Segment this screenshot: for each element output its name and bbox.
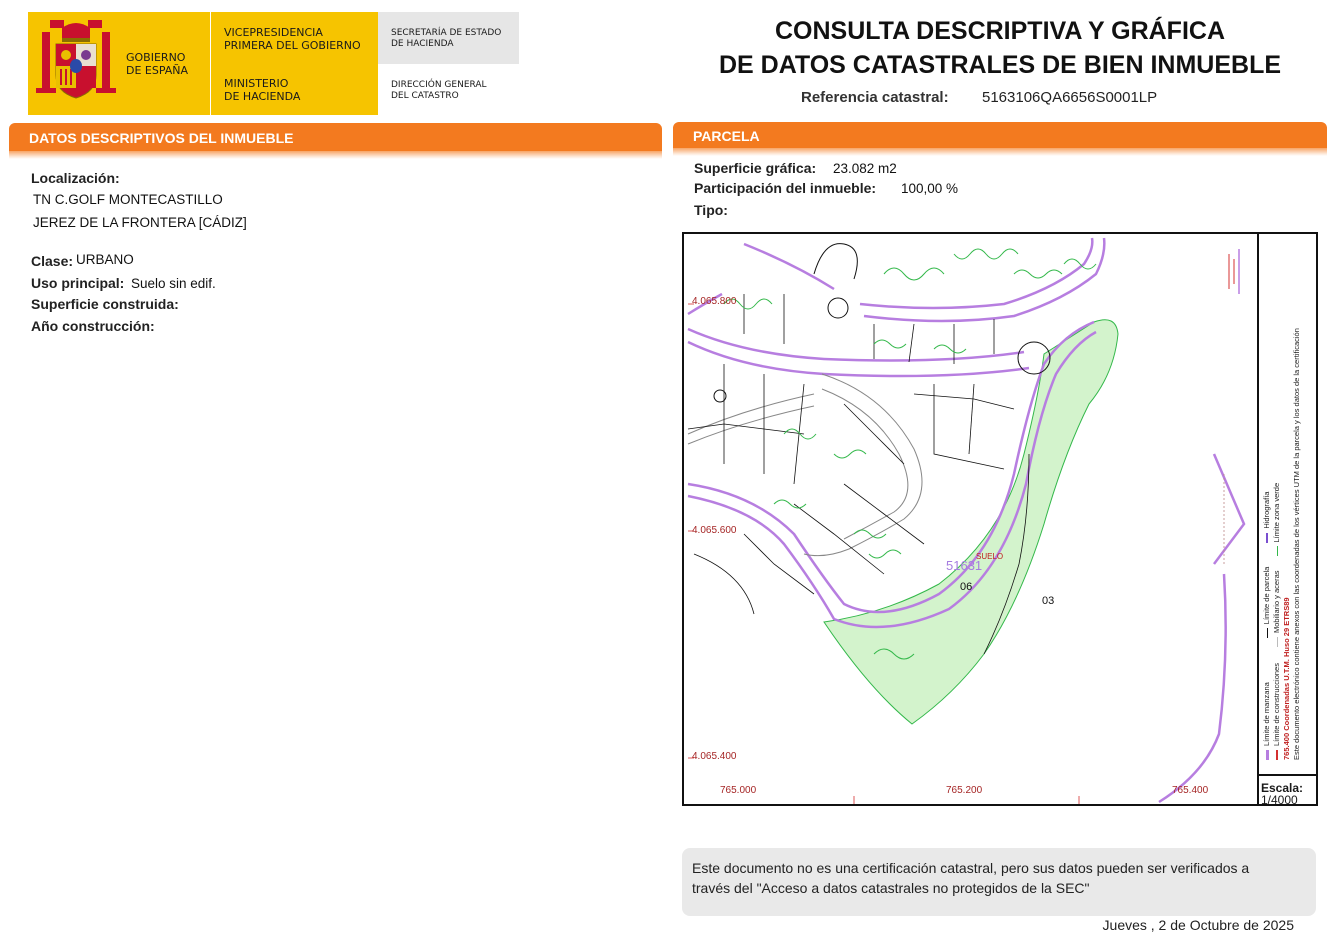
dir-line2: DEL CATASTRO xyxy=(391,91,459,101)
clase-label: Clase: xyxy=(31,253,74,269)
neighbor-number-label: 03 xyxy=(1042,595,1055,607)
map-drawing xyxy=(684,234,1316,804)
secretariat-name xyxy=(391,28,501,50)
clase-value: URBANO xyxy=(76,252,134,267)
scale-label: Escala: xyxy=(1261,781,1304,795)
legend-coords-row xyxy=(1282,240,1292,760)
page-title xyxy=(700,14,1300,82)
superficie-grafica-label: Superficie gráfica: xyxy=(694,160,817,176)
legend-divider xyxy=(1257,232,1259,806)
coord-y-label: 4.065.800 xyxy=(692,296,737,307)
scale-value: 1/4000 xyxy=(1261,793,1298,807)
legend-parcela-swatch xyxy=(1267,628,1268,638)
legend-row xyxy=(1272,240,1282,760)
suelo-label: SUELO xyxy=(976,552,1004,561)
sec-line2: DE HACIENDA xyxy=(391,39,454,49)
legend-parcela: Límite de parcela xyxy=(1262,566,1271,625)
ref-label: Referencia catastral: xyxy=(801,89,949,106)
cadastral-map[interactable] xyxy=(682,232,1318,806)
address-line2: JEREZ DE LA FRONTERA [CÁDIZ] xyxy=(33,215,247,230)
section-header-parcela: PARCELA xyxy=(673,122,1327,148)
participacion-label: Participación del inmueble: xyxy=(694,180,877,196)
coord-y-label: 4.065.400 xyxy=(692,751,737,762)
directorate-name xyxy=(391,80,487,102)
min-line1: MINISTERIO xyxy=(224,77,289,90)
parcel-area xyxy=(824,320,1118,724)
legend-construcciones-swatch xyxy=(1276,750,1278,760)
ref-value: 5163106QA6656S0001LP xyxy=(982,89,1158,106)
coord-y-label: 4.065.600 xyxy=(692,525,737,536)
coord-x-label: 765.200 xyxy=(946,785,983,796)
uso-value: Suelo sin edif. xyxy=(131,276,216,291)
legend-doc-row xyxy=(1292,240,1302,760)
parcel-ref-label: 51631 xyxy=(946,558,983,573)
legend-manzana: Límite de manzana xyxy=(1262,682,1271,746)
localizacion-label: Localización: xyxy=(31,170,120,186)
sec-line1: SECRETARÍA DE ESTADO xyxy=(391,28,502,38)
legend-hidrografia-swatch xyxy=(1266,533,1268,543)
legend-construcciones: Límite de construcciones xyxy=(1272,663,1281,746)
legend-manzana-swatch xyxy=(1266,750,1269,760)
legend-zona-verde-swatch xyxy=(1277,547,1278,557)
coord-x-label: 765.400 xyxy=(1172,785,1209,796)
ministry-name xyxy=(224,77,300,103)
note-line1: Este documento no es una certificación catastral, pero sus datos pueden ser verificados a xyxy=(692,860,1250,876)
legend-row xyxy=(1262,240,1272,760)
scale-divider xyxy=(1257,774,1318,776)
section-header-descriptive: DATOS DESCRIPTIVOS DEL INMUEBLE xyxy=(9,123,662,151)
vicepresidency-name xyxy=(224,26,361,52)
dir-line1: DIRECCIÓN GENERAL xyxy=(391,80,487,90)
uso-label: Uso principal: xyxy=(31,275,125,291)
address-line1: TN C.GOLF MONTECASTILLO xyxy=(33,192,223,207)
title-line2: DE DATOS CATASTRALES DE BIEN INMUEBLE xyxy=(718,51,1282,79)
participacion-value: 100,00 % xyxy=(901,181,959,196)
parcel-number-label: 06 xyxy=(960,581,973,593)
tipo-label: Tipo: xyxy=(694,202,728,218)
document-date: Jueves , 2 de Octubre de 2025 xyxy=(1102,917,1294,933)
min-line2: DE HACIENDA xyxy=(224,90,301,103)
disclaimer-note xyxy=(682,848,1316,916)
anio-construccion-label: Año construcción: xyxy=(31,318,155,334)
vice-line1: VICEPRESIDENCIA xyxy=(224,26,323,39)
legend-zona-verde: Límite zona verde xyxy=(1272,482,1281,543)
gov-line1: GOBIERNO xyxy=(126,51,186,64)
title-line1: CONSULTA DESCRIPTIVA Y GRÁFICA xyxy=(774,17,1226,45)
coord-x-label: 765.000 xyxy=(720,785,757,796)
note-line2: través del "Acceso a datos catastrales no protegidos de la SEC" xyxy=(692,880,1090,896)
divider xyxy=(210,12,211,115)
legend-doc: Este documento electrónico contiene anexos con las coordenadas de los vértices UTM de la parcela y los datos de la certificación xyxy=(1292,328,1301,760)
superficie-construida-label: Superficie construida: xyxy=(31,296,179,312)
coat-of-arms-icon xyxy=(36,20,116,105)
map-legend xyxy=(1262,240,1312,760)
legend-mobiliario: Mobiliario y aceras xyxy=(1272,570,1281,634)
vice-line2: PRIMERA DEL GOBIERNO xyxy=(224,39,361,52)
legend-coords: 765.400 Coordenadas U.T.M. Huso 29 ETRS89 xyxy=(1282,597,1291,760)
gov-line2: DE ESPAÑA xyxy=(126,64,189,77)
superficie-grafica-value: 23.082 m2 xyxy=(833,161,897,176)
legend-hidrografia: Hidrografía xyxy=(1262,491,1271,529)
gov-name xyxy=(126,51,188,77)
legend-mobiliario-swatch xyxy=(1277,637,1278,647)
